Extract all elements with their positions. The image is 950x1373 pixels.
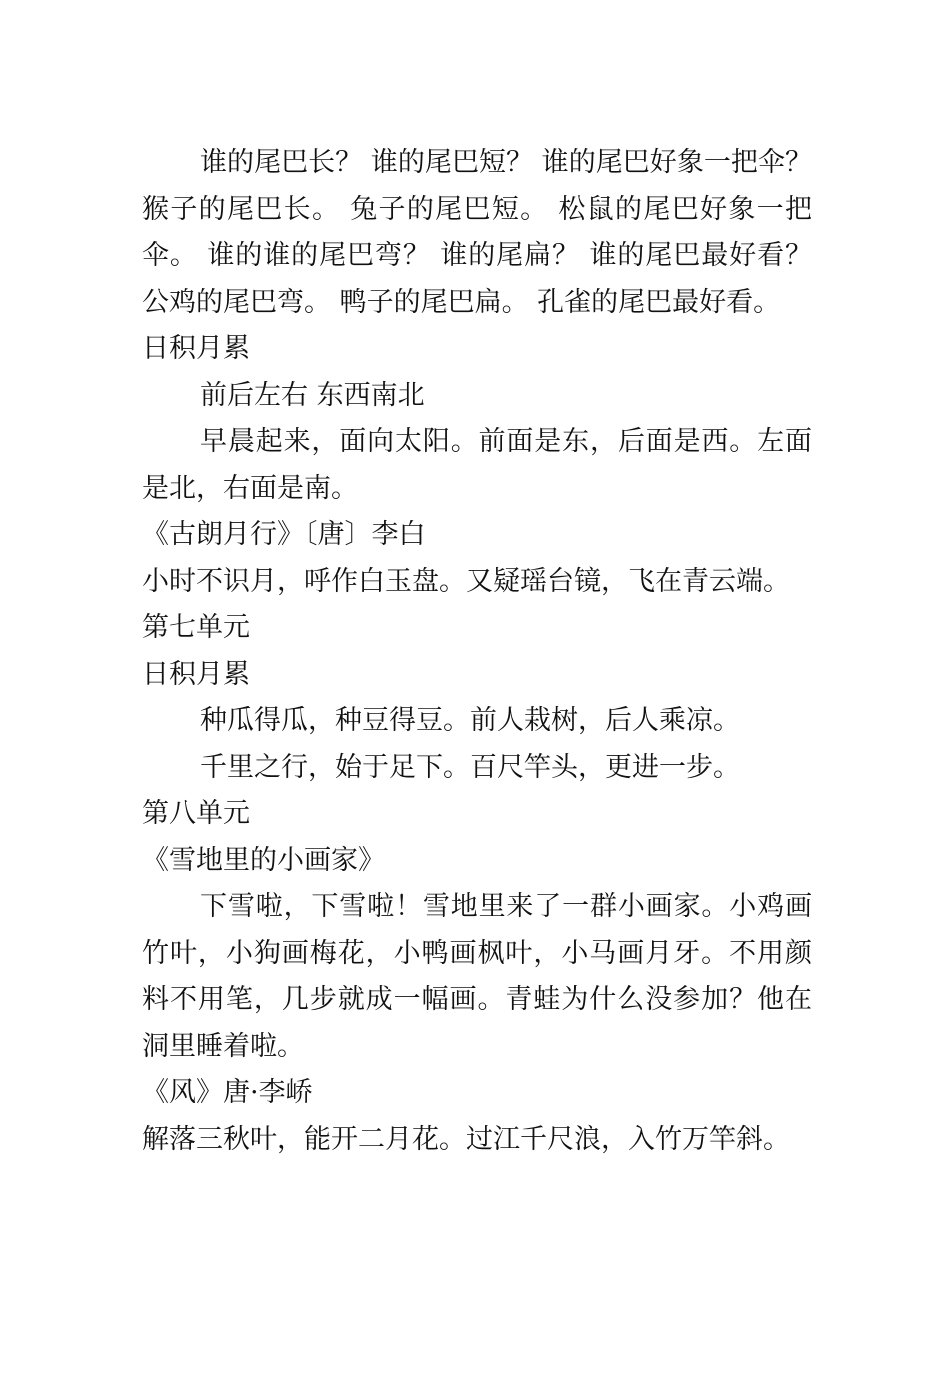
- proverb-line-1: 种瓜得瓜，种豆得豆。前人栽树，后人乘凉。: [200, 705, 740, 736]
- directions-paragraph: 早晨起来，面向太阳。前面是东，后面是西。左面是北，右面是南。: [142, 426, 812, 504]
- proverb-line-2: 千里之行，始于足下。百尺竿头，更进一步。: [200, 751, 740, 783]
- tail-poem-paragraph: 谁的尾巴长？ 谁的尾巴短？ 谁的尾巴好象一把伞？ 猴子的尾巴长。 兔子的尾巴短。 松鼠的尾巴好象一把伞。 谁的谁的尾巴弯？ 谁的尾扁？ 谁的尾巴最好看？ 公鸡的尾巴弯。 鸭子的尾巴扁。 孔雀的尾巴最好看。: [142, 147, 812, 318]
- poem-text-feng: 解落三秋叶，能开二月花。过江千尺浪，入竹万竿斜。: [142, 1123, 790, 1155]
- document-page: [142, 140, 812, 1163]
- poem-title-feng: 《风》唐·李峤: [142, 1077, 313, 1108]
- lesson-title-snow-painters: 《雪地里的小画家》: [142, 844, 385, 876]
- section-heading-riji-yuelei: 日积月累: [142, 333, 250, 364]
- unit-heading-eight: 第八单元: [142, 798, 250, 829]
- poem-text-gulang-yuexing: 小时不识月，呼作白玉盘。又疑瑶台镜，飞在青云端。: [142, 565, 790, 597]
- directions-phrase: 前后左右 东西南北: [200, 379, 425, 411]
- snow-painters-paragraph: 下雪啦，下雪啦！雪地里来了一群小画家。小鸡画竹叶，小狗画梅花，小鸭画枫叶，小马画月牙。不用颜料不用笔，几步就成一幅画。青蛙为什么没参加？他在洞里睡着啦。: [142, 891, 812, 1062]
- poem-title-gulang-yuexing: 《古朗月行》〔唐〕李白: [142, 519, 426, 550]
- unit-heading-seven: 第七单元: [142, 612, 250, 643]
- section-heading-riji-yuelei-2: 日积月累: [142, 658, 250, 690]
